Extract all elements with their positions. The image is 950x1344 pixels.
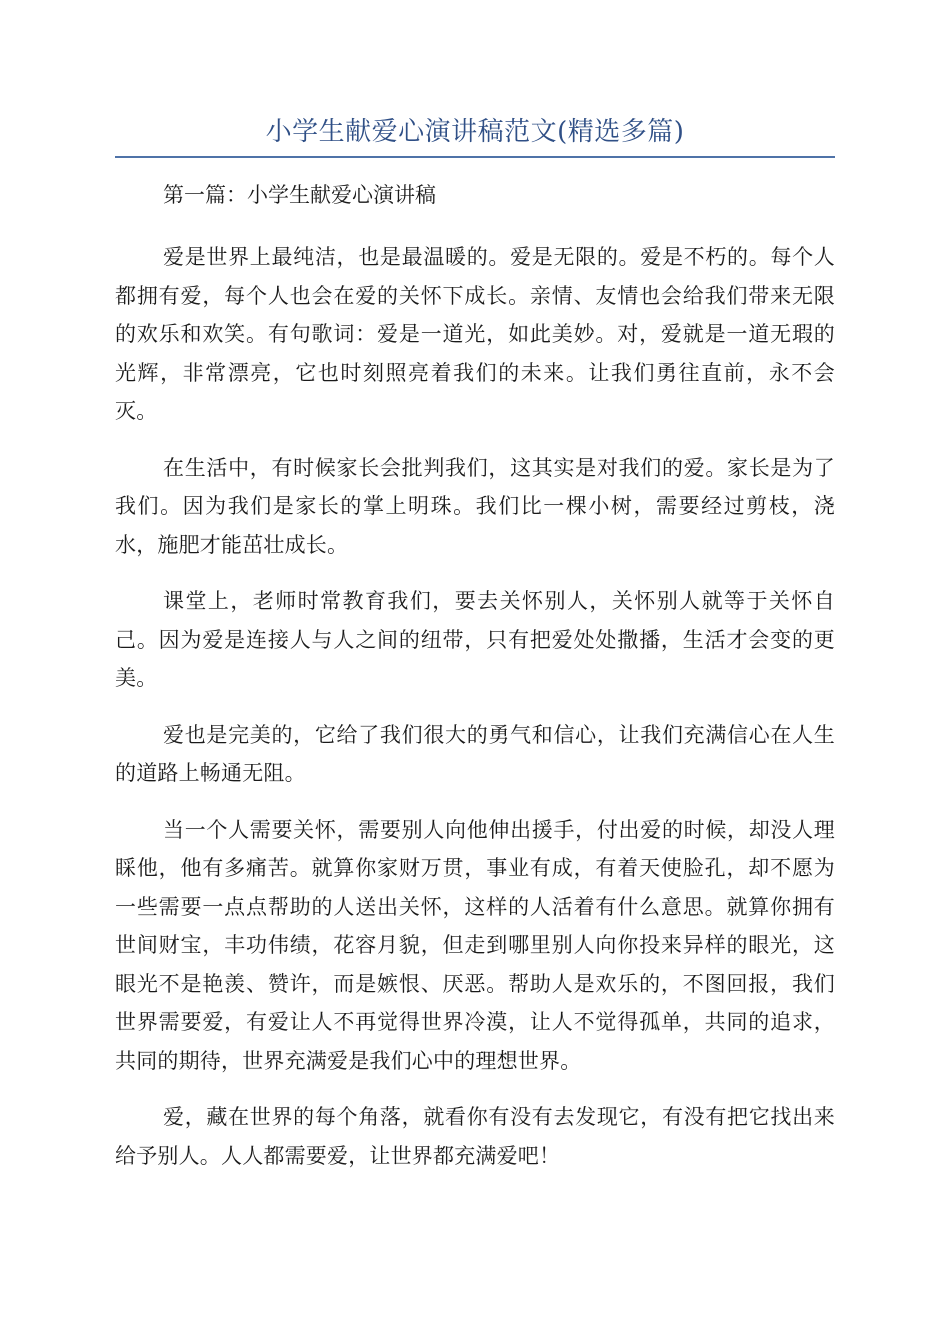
section-heading: 第一篇：小学生献爱心演讲稿 xyxy=(163,183,436,207)
paragraph-5: 当一个人需要关怀，需要别人向他伸出援手，付出爱的时候，却没人理睬他，他有多痛苦。就算你家财万贯，事业有成，有着天使脸孔，却不愿为一些需要一点点帮助的人送出关怀，这样的人活着有什么意思。就算你拥有世间财宝，丰功伟绩，花容月貌，但走到哪里别人向你投来异样的眼光，这眼光不是艳羡、赞许，而是嫉恨、厌恶。帮助人是欢乐的，不图回报，我们世界需要爱，有爱让人不再觉得世界冷漠，让人不觉得孤单，共同的追求，共同的期待，世界充满爱是我们心中的理想世界。 xyxy=(115,817,835,1073)
title-block xyxy=(115,112,835,158)
document-body xyxy=(115,176,835,1193)
paragraph-4: 爱也是完美的，它给了我们很大的勇气和信心，让我们充满信心在人生的道路上畅通无阻。 xyxy=(115,722,835,785)
paragraph-6: 爱，藏在世界的每个角落，就看你有没有去发现它，有没有把它找出来给予别人。人人都需要爱，让世界都充满爱吧！ xyxy=(115,1105,835,1168)
paragraph-1: 爱是世界上最纯洁，也是最温暖的。爱是无限的。爱是不朽的。每个人都拥有爱，每个人也会在爱的关怀下成长。亲情、友情也会给我们带来无限的欢乐和欢笑。有句歌词：爱是一道光，如此美妙。对，爱就是一道无瑕的光辉，非常漂亮，它也时刻照亮着我们的未来。让我们勇往直前，永不会灭。 xyxy=(115,245,835,423)
document-title: 小学生献爱心演讲稿范文(精选多篇) xyxy=(265,117,685,147)
paragraph-3: 课堂上，老师时常教育我们，要去关怀别人，关怀别人就等于关怀自己。因为爱是连接人与人之间的纽带，只有把爱处处撒播，生活才会变的更美。 xyxy=(115,589,835,690)
paragraph-2: 在生活中，有时候家长会批判我们，这其实是对我们的爱。家长是为了我们。因为我们是家长的掌上明珠。我们比一棵小树，需要经过剪枝，浇水，施肥才能茁壮成长。 xyxy=(115,455,835,557)
